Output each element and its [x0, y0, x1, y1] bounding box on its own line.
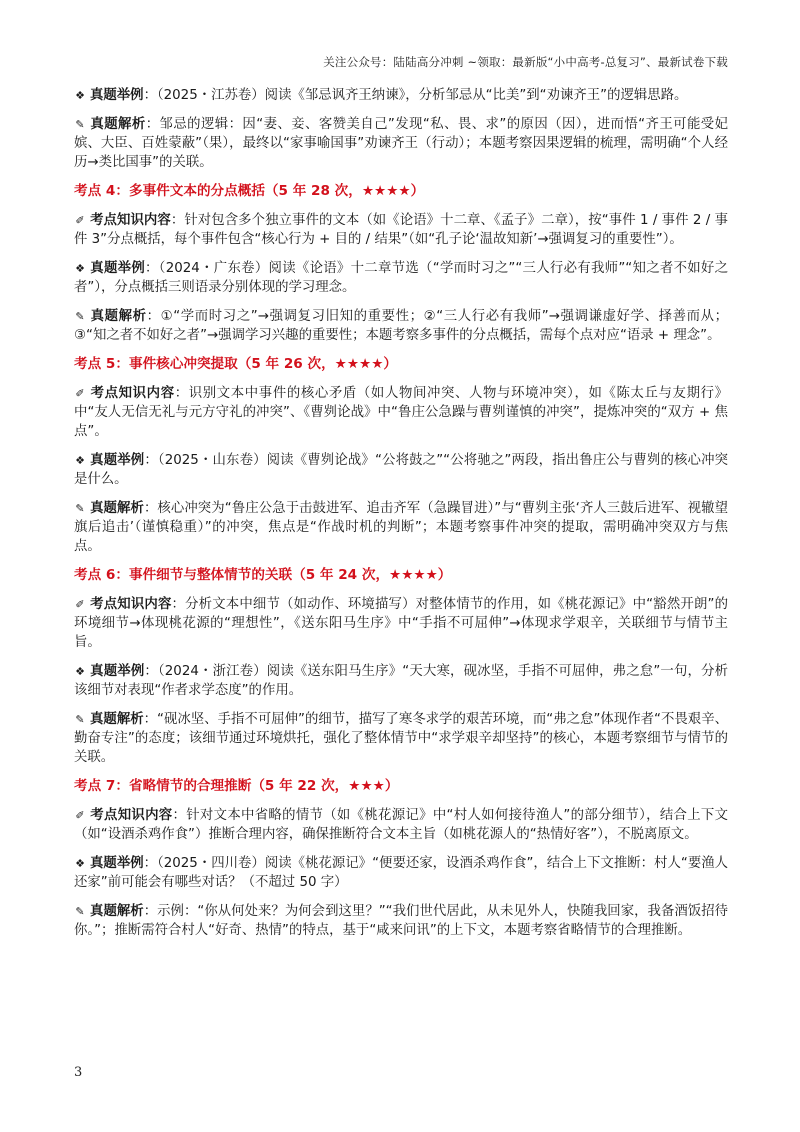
analysis-label: 真题解析: [90, 117, 146, 132]
section-title: 考点 6：事件细节与整体情节的关联（5 年 24 次，★★★★）: [74, 567, 452, 583]
knowledge-label: 考点知识内容: [90, 597, 172, 612]
knowledge-paragraph: [74, 211, 728, 249]
knowledge-paragraph: [74, 384, 728, 441]
diamond-bullet-icon: ❖: [75, 665, 85, 678]
pen-icon: ✎: [75, 905, 85, 918]
analysis-paragraph: [74, 902, 728, 940]
knowledge-text: ：识别文本中事件的核心矛盾（如人物间冲突、人物与环境冲突），如《陈太丘与友期行》中“友人无信无礼与元方守礼的冲突”、《曹刿论战》中“鲁庄公急躁与曹刿谨慎的冲突”，提炼冲突的“双方 + 焦点”。: [74, 386, 728, 439]
example-label: 真题举例: [90, 261, 146, 276]
example-paragraph: [74, 259, 728, 297]
diamond-bullet-icon: ❖: [75, 262, 85, 275]
knowledge-text: ：分析文本中细节（如动作、环境描写）对整体情节的作用，如《桃花源记》中“豁然开朗”的环境细节→体现桃花源的“理想性”，《送东阳马生序》中“手指不可屈伸”→体现求学艰辛，关联细节与情节主旨。: [74, 597, 729, 650]
knowledge-label: 考点知识内容: [90, 808, 173, 823]
page-header: 关注公众号：陆陆高分冲刺 ~领取：最新版“小中高考-总复习”、最新试卷下载: [323, 55, 728, 69]
example-label: 真题举例: [90, 856, 144, 871]
analysis-label: 真题解析: [90, 904, 144, 919]
knowledge-text: ：针对包含多个独立事件的文本（如《论语》十二章、《孟子》二章），按“事件 1 / 事件 2 / 事件 3”分点概括，每个事件包含“核心行为 + 目的 / 结果”（如“孔子论‘温故知新’→强调复习的重要性”）。: [74, 213, 729, 247]
analysis-paragraph: [74, 499, 728, 556]
example-label: 真题举例: [90, 453, 145, 468]
analysis-label: 真题解析: [90, 712, 144, 727]
knowledge-text: ：针对文本中省略的情节（如《桃花源记》中“村人如何接待渔人”的部分细节），结合上下文（如“设酒杀鸡作食”）推断合理内容，确保推断符合文本主旨（如桃花源人的“热情好客”），不脱离原文。: [74, 808, 729, 842]
analysis-label: 真题解析: [90, 309, 147, 324]
pencil-icon: ✐: [75, 387, 85, 400]
pencil-icon: ✐: [75, 214, 85, 227]
analysis-text: ：核心冲突为“鲁庄公急于击鼓进军、追击齐军（急躁冒进）”与“曹刿主张‘齐人三鼓后进军、视辙望旗后追击’（谨慎稳重）”的冲突，焦点是“作战时机的判断”；本题考察事件冲突的提取，需明确冲突双方与焦点。: [74, 501, 728, 554]
page-content: [74, 86, 728, 950]
example-text: ：（2024・浙江卷）阅读《送东阳马生序》“天大寒，砚冰坚，手指不可屈伸，弗之怠”一句，分析该细节对表现“作者求学态度”的作用。: [74, 664, 729, 698]
analysis-paragraph: [74, 710, 728, 767]
example-text: ：（2024・广东卷）阅读《论语》十二章节选（“学而时习之”“三人行必有我师”“知之者不如好之者”），分点概括三则语录分别体现的学习理念。: [74, 261, 729, 295]
pencil-icon: ✐: [75, 809, 85, 822]
pencil-icon: ✐: [75, 598, 85, 611]
analysis-text: ：“砚冰坚、手指不可屈伸”的细节，描写了寒冬求学的艰苦环境，而“弗之怠”体现作者“不畏艰辛、勤奋专注”的态度；该细节通过环境烘托，强化了整体情节中“求学艰辛却坚持”的核心，本题考察细节与情节的关联。: [74, 712, 729, 765]
example-paragraph: [74, 451, 728, 489]
diamond-bullet-icon: ❖: [75, 857, 85, 870]
section-title: 考点 4：多事件文本的分点概括（5 年 28 次，★★★★）: [74, 183, 425, 199]
analysis-text: ：①“学而时习之”→强调复习旧知的重要性；②“三人行必有我师”→强调谦虚好学、择善而从；③“知之者不如好之者”→强调学习兴趣的重要性；本题考察多事件的分点概括，需每个点对应“语录 + 理念”。: [74, 309, 728, 343]
analysis-label: 真题解析: [90, 501, 144, 516]
page-number: 3: [74, 1065, 83, 1080]
diamond-bullet-icon: ❖: [75, 454, 85, 467]
pen-icon: ✎: [75, 310, 85, 323]
example-text: ：（2025・山东卷）阅读《曹刿论战》“公将鼓之”“公将驰之”两段，指出鲁庄公与曹刿的核心冲突是什么。: [74, 453, 729, 487]
example-paragraph: [74, 86, 728, 105]
knowledge-paragraph: [74, 595, 728, 652]
section-title: 考点 7：省略情节的合理推断（5 年 22 次，★★★）: [74, 778, 399, 794]
example-text: ：（2025・四川卷）阅读《桃花源记》“便要还家，设酒杀鸡作食”，结合上下文推断：村人“要渔人还家”前可能会有哪些对话？（不超过 50 字）: [74, 856, 729, 890]
knowledge-paragraph: [74, 806, 728, 844]
example-paragraph: [74, 854, 728, 892]
diamond-bullet-icon: ❖: [75, 89, 85, 102]
section-title: 考点 5：事件核心冲突提取（5 年 26 次，★★★★）: [74, 356, 398, 372]
pen-icon: ✎: [75, 118, 85, 131]
analysis-text: ：邹忌的逻辑：因“妻、妾、客赞美自己”发现“私、畏、求”的原因（因），进而悟“齐王可能受妃嫔、大臣、百姓蒙蔽”（果），最终以“家事喻国事”劝谏齐王（行动）；本题考察因果逻辑的梳理，需明确“个人经历→类比国事”的关联。: [74, 117, 728, 170]
pen-icon: ✎: [75, 502, 85, 515]
analysis-paragraph: [74, 115, 728, 172]
knowledge-label: 考点知识内容: [90, 213, 171, 228]
analysis-paragraph: [74, 307, 728, 345]
knowledge-label: 考点知识内容: [90, 386, 175, 401]
analysis-text: ：示例：“你从何处来？为何会到这里？”“我们世代居此，从未见外人，快随我回家，我备酒饭招待你。”；推断需符合村人“好奇、热情”的特点，基于“咸来问讯”的上下文，本题考察省略情节的合理推断。: [74, 904, 729, 938]
pen-icon: ✎: [75, 713, 85, 726]
example-text: ：（2025・江苏卷）阅读《邹忌讽齐王纳谏》，分析邹忌从“比美”到“劝谏齐王”的逻辑思路。: [143, 88, 688, 103]
example-label: 真题举例: [90, 664, 145, 679]
example-paragraph: [74, 662, 728, 700]
example-label: 真题举例: [90, 88, 144, 103]
